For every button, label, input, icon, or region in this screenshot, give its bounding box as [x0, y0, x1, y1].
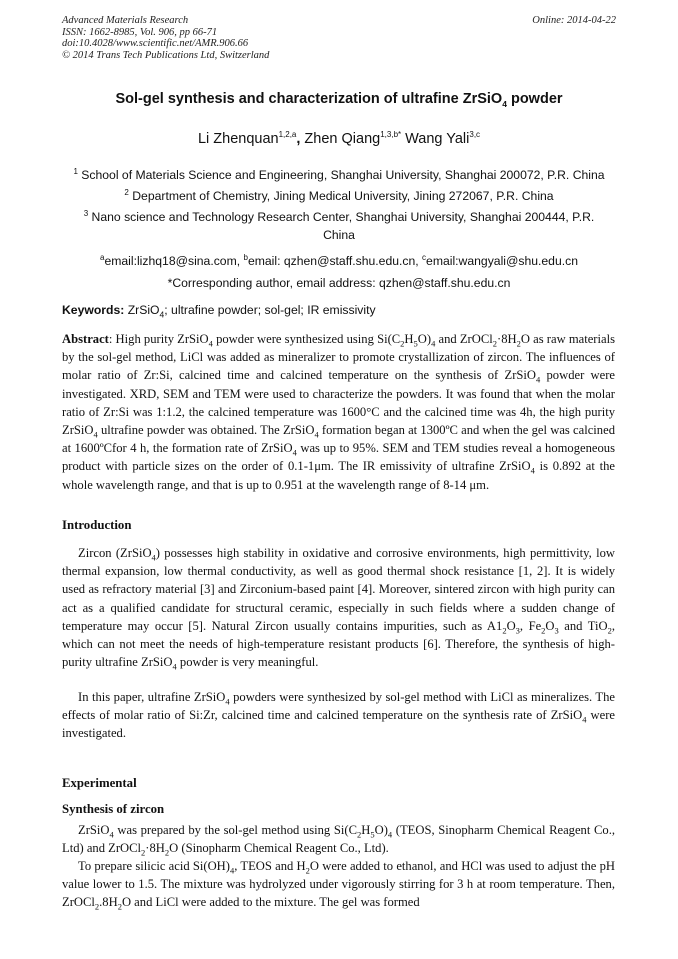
- introduction-paragraph-1: Zircon (ZrSiO$_4$) possesses high stability in oxidative and corrosive environments, high permittivity, low thermal expansion, low thermal conductivity, as well as good thermal shock resistance [1, 2]. It is widely used as refractory material [3] and Zirconium-based paint [4]. Moreover, sintered zircon with high purity can act as a qualified candidate for structural ceramic, especially in such fields where a sudden change of temperature may occur [5]. Natural Zircon usually contains impurities, such as $A1_2O_3$, $Fe_2O_3$ and TiO$_2$, which can not meet the needs of high-temperature resistant products [6]. Therefore, the synthesis of high-purity ultrafine ZrSiO$_4$ powder is very meaningful.: [62, 546, 615, 672]
- experimental-paragraph-2: To prepare silicic acid $Si(OH)_4$, TEOS and $H_2O$ were added to ethanol, and HCl was used to adjust the pH value lower to 1.5. The mixture was hydrolyzed under vigorously stirring for 3 h at room temperature. Then, $ZrOCl_2.8H_2O$ and LiCl were added to the mixture. The gel was formed: [62, 859, 615, 912]
- journal-doi: doi:10.4028/www.scientific.net/AMR.906.66: [62, 38, 249, 49]
- affiliation-3-sup: 3: [83, 208, 89, 218]
- author-2: Zhen Qiang: [300, 131, 381, 147]
- email-a: email:lizhq18@sina.com,: [104, 254, 244, 268]
- journal-issn: ISSN: 1662-8985, Vol. 906, pp 66-71: [62, 26, 218, 38]
- title-subscript: 4: [502, 98, 507, 109]
- affiliation-3-text: Nano science and Technology Research Center, Shanghai University, Shanghai 200444, P.R. China: [88, 210, 595, 242]
- keywords-text: ZrSiO: [124, 303, 160, 317]
- affiliation-2-sup: 2: [124, 187, 129, 197]
- email-b-sup: b: [243, 252, 248, 262]
- keywords: [62, 303, 376, 320]
- experimental-paragraph-1: ZrSiO$_4$ was prepared by the sol-gel method using $Si(C_2H_5O)_4$ (TEOS, Sinopharm Chemical Reagent Co., Ltd) and $ZrOCl_2\cdot 8H_2O$ (Sinopharm Chemical Reagent Co., Ltd).: [62, 823, 615, 858]
- affiliation-2: [62, 187, 616, 205]
- experimental-heading: Experimental: [62, 776, 137, 790]
- email-a-sup: a: [100, 252, 105, 262]
- keywords-label: Keywords:: [62, 303, 125, 317]
- affiliation-1: [62, 166, 616, 184]
- journal-copyright: © 2014 Trans Tech Publications Ltd, Switzerland: [62, 49, 270, 61]
- affiliation-3: [70, 208, 608, 244]
- introduction-heading: Introduction: [62, 518, 132, 532]
- author-1: Li Zhenquan: [197, 131, 279, 147]
- author-separator: ,: [296, 131, 301, 147]
- abstract-text: : High purity ZrSiO$_4$ powder were synthesized using $Si(C_2H_5O)_4$ and $ZrOCl_2\cdot 8H_2O$ as raw materials by the sol-gel method, LiCl was added as mineralizer to promote crystallization of zircon. The influences of molar ratio of Zr:Si, calcined time and calcined temperature on the synthesis of ZrSiO$_4$ powder were investigated. XRD, SEM and TEM were used to characterize the powders. It was found that when the molar ratio of Zr:Si was 1:1.2, the calcined temperature was 1600°C and the calcined time was 4h, the high purity ZrSiO$_4$ ultrafine powder was obtained. The ZrSiO$_4$ formation began at 1300ºC and when the gel was calcined at 1600ºCfor 4 h, the formation rate of ZrSiO$_4$ was up to 95%. SEM and TEM studies reveal a homogeneous product with particle sizes on the order of 0.1-1μm. The IR emissivity of ultrafine ZrSiO$_4$ is 0.892 at the whole wavelength range, and that is up to 0.951 at the wavelength range of 8-14 μm.: [62, 332, 615, 492]
- email-line: [62, 252, 616, 270]
- title-text: Sol-gel synthesis and characterization of ultrafine ZrSiO: [115, 91, 503, 107]
- online-date: Online: 2014-04-22: [532, 15, 616, 26]
- title-text-end: powder: [506, 91, 563, 107]
- author-2-sup: 1,3,b*: [380, 130, 402, 140]
- abstract-label: Abstract: [62, 332, 109, 346]
- affiliation-1-sup: 1: [73, 166, 78, 176]
- affiliation-2-text: Department of Chemistry, Jining Medical University, Jining 272067, P.R. China: [128, 189, 554, 203]
- author-3: Wang Yali: [401, 131, 470, 147]
- introduction-paragraph-2: In this paper, ultrafine ZrSiO$_4$ powders were synthesized by sol-gel method with LiCl as mineralizes. The effects of molar ratio of Si:Zr, calcined time and calcined temperature on the synthesis rate of ZrSiO$_4$ were investigated.: [62, 690, 616, 741]
- author-3-sup: 3,c: [469, 130, 481, 140]
- affiliation-1-text: School of Materials Science and Engineering, Shanghai University, Shanghai 200072, P.R. China: [77, 168, 605, 182]
- email-c: email:wangyali@shu.edu.cn: [426, 254, 578, 268]
- synthesis-subheading: Synthesis of zircon: [62, 802, 165, 816]
- journal-name: Advanced Materials Research: [62, 15, 189, 26]
- keywords-sub: 4: [159, 309, 165, 320]
- email-b: email: qzhen@staff.shu.edu.cn,: [247, 254, 423, 268]
- author-1-sup: 1,2,a: [278, 130, 297, 140]
- corresponding-author: *Corresponding author, email address: qzhen@staff.shu.edu.cn: [167, 276, 511, 290]
- abstract: [62, 330, 615, 494]
- journal-header: [62, 15, 269, 61]
- keywords-text-end: ; ultrafine powder; sol-gel; IR emissivity: [164, 303, 376, 317]
- paper-title: [0, 91, 678, 107]
- author-list: [0, 131, 678, 147]
- email-c-sup: c: [422, 252, 427, 262]
